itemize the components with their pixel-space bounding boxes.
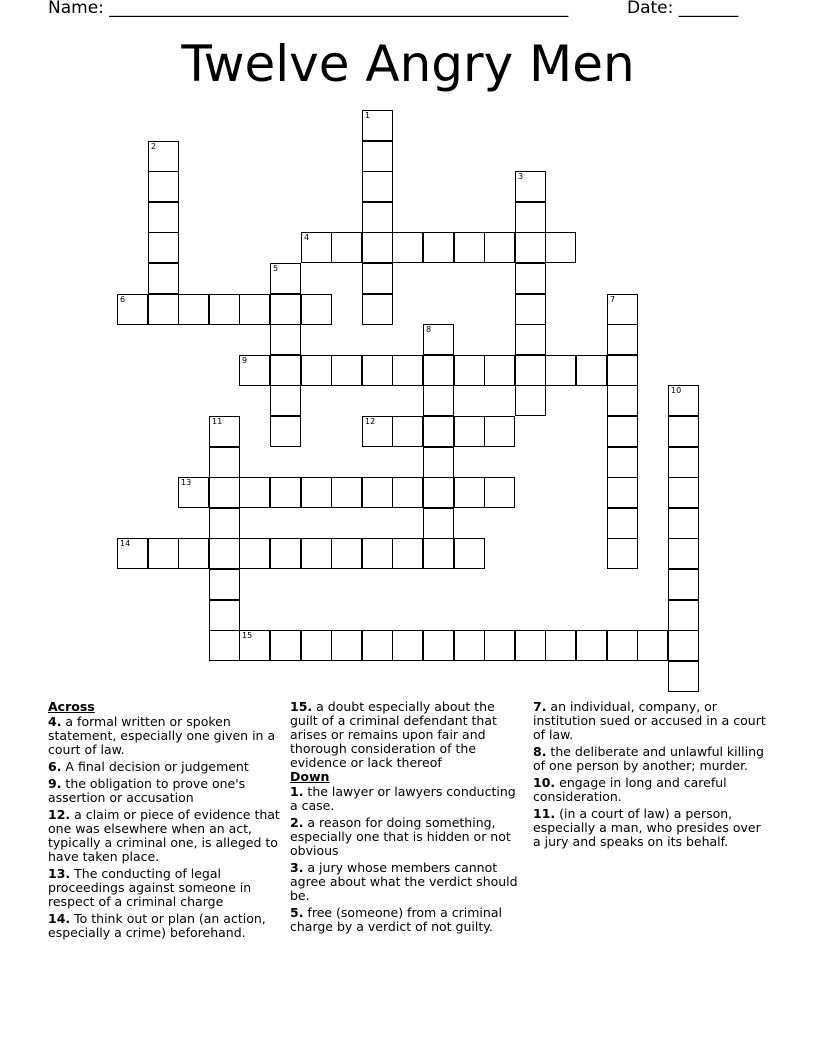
crossword-cell[interactable] <box>270 477 301 508</box>
crossword-cell[interactable] <box>209 447 240 478</box>
clue-number: 11 <box>212 417 223 426</box>
crossword-cell[interactable] <box>668 416 699 447</box>
crossword-cell[interactable] <box>270 355 301 386</box>
crossword-cell[interactable] <box>545 355 576 386</box>
crossword-cell[interactable] <box>148 202 179 233</box>
crossword-cell[interactable] <box>454 477 485 508</box>
crossword-cell[interactable] <box>392 477 423 508</box>
crossword-cell[interactable] <box>209 630 240 661</box>
crossword-cell[interactable] <box>607 416 638 447</box>
crossword-cell[interactable] <box>515 385 546 416</box>
clue-down-7: 7. an individual, company, or institution sued or accused in a court of law. <box>533 699 766 742</box>
crossword-cell[interactable] <box>301 538 332 569</box>
crossword-cell[interactable] <box>270 416 301 447</box>
crossword-cell[interactable] <box>423 447 454 478</box>
crossword-cell[interactable] <box>148 141 179 172</box>
date-label: Date: <box>627 0 679 18</box>
crossword-cell[interactable] <box>484 477 515 508</box>
crossword-cell[interactable] <box>668 569 699 600</box>
crossword-cell[interactable] <box>423 630 454 661</box>
crossword-cell[interactable] <box>362 202 393 233</box>
clues-column-1 <box>48 700 284 943</box>
crossword-cell[interactable] <box>423 385 454 416</box>
clue-number: 12 <box>365 417 376 426</box>
clue-number: 3 <box>518 172 524 181</box>
crossword-cell[interactable] <box>209 416 240 447</box>
crossword-cell[interactable] <box>301 477 332 508</box>
crossword-cell[interactable] <box>148 294 179 325</box>
clue-down-8: 8. the deliberate and unlawful killing of one person by another; murder. <box>533 744 764 773</box>
clue-across-14: 14. To think out or plan (an action, especially a crime) beforehand. <box>48 911 266 940</box>
crossword-cell[interactable] <box>515 355 546 386</box>
crossword-cell[interactable] <box>668 661 699 692</box>
crossword-cell[interactable] <box>484 630 515 661</box>
clue-across-12: 12. a claim or piece of evidence that one was elsewhere when an act, typically a criminal one, is alleged to have taken place. <box>48 807 280 864</box>
crossword-cell[interactable] <box>668 600 699 631</box>
clue-number: 7 <box>610 295 616 304</box>
crossword-cell[interactable] <box>423 416 454 447</box>
crossword-cell[interactable] <box>331 630 362 661</box>
crossword-cell[interactable] <box>331 232 362 263</box>
clue-number: 6 <box>120 295 126 304</box>
crossword-cell[interactable] <box>178 294 209 325</box>
clue-down-11: 11. (in a court of law) a person, especially a man, who presides over a jury and speaks on its behalf. <box>533 806 761 849</box>
crossword-cell[interactable] <box>331 477 362 508</box>
clue-down-1: 1. the lawyer or lawyers conducting a case. <box>290 784 516 813</box>
clue-down-2: 2. a reason for doing something, especially one that is hidden or not obvious <box>290 815 511 858</box>
crossword-cell[interactable] <box>515 294 546 325</box>
crossword-cell[interactable] <box>331 538 362 569</box>
crossword-cell[interactable] <box>607 630 638 661</box>
clue-number: 2 <box>151 142 157 151</box>
crossword-cell[interactable] <box>515 202 546 233</box>
crossword-cell[interactable] <box>545 630 576 661</box>
crossword-cell[interactable] <box>301 294 332 325</box>
crossword-cell[interactable] <box>270 385 301 416</box>
crossword-cell[interactable] <box>362 355 393 386</box>
crossword-cell[interactable] <box>270 324 301 355</box>
clue-across-9: 9. the obligation to prove one's assertion or accusation <box>48 776 246 805</box>
crossword-cell[interactable] <box>576 630 607 661</box>
clue-number: 5 <box>273 264 279 273</box>
clues-column-2 <box>290 700 526 937</box>
crossword-cell[interactable] <box>423 477 454 508</box>
crossword-cell[interactable] <box>148 171 179 202</box>
crossword-cell[interactable] <box>392 232 423 263</box>
crossword-cell[interactable] <box>178 477 209 508</box>
crossword-cell[interactable] <box>515 171 546 202</box>
crossword-cell[interactable] <box>362 416 393 447</box>
crossword-cell[interactable] <box>607 477 638 508</box>
crossword-cell[interactable] <box>362 538 393 569</box>
crossword-cell[interactable] <box>515 263 546 294</box>
crossword-cell[interactable] <box>362 232 393 263</box>
crossword-cell[interactable] <box>239 538 270 569</box>
clue-number: 14 <box>120 539 131 548</box>
clue-across-13: 13. The conducting of legal proceedings against someone in respect of a criminal charge <box>48 866 252 909</box>
crossword-cell[interactable] <box>423 324 454 355</box>
crossword-cell[interactable] <box>301 355 332 386</box>
crossword-cell[interactable] <box>454 232 485 263</box>
crossword-cell[interactable] <box>484 416 515 447</box>
crossword-cell[interactable] <box>239 355 270 386</box>
crossword-cell[interactable] <box>239 630 270 661</box>
clue-down-10: 10. engage in long and careful consideration. <box>533 775 727 804</box>
crossword-cell[interactable] <box>392 355 423 386</box>
clue-number: 13 <box>181 478 192 487</box>
crossword-cell[interactable] <box>607 324 638 355</box>
crossword-cell[interactable] <box>668 447 699 478</box>
crossword-cell[interactable] <box>362 477 393 508</box>
crossword-cell[interactable] <box>331 355 362 386</box>
crossword-cell[interactable] <box>423 355 454 386</box>
crossword-cell[interactable] <box>515 232 546 263</box>
name-label: Name: <box>48 0 110 18</box>
crossword-cell[interactable] <box>607 385 638 416</box>
crossword-cell[interactable] <box>362 630 393 661</box>
crossword-cell[interactable] <box>668 508 699 539</box>
crossword-cell[interactable] <box>209 508 240 539</box>
crossword-cell[interactable] <box>454 538 485 569</box>
name-blank[interactable]: ______________________________________________________ <box>109 0 569 18</box>
crossword-cell[interactable] <box>148 232 179 263</box>
crossword-cell[interactable] <box>362 110 393 141</box>
crossword-cell[interactable] <box>668 630 699 661</box>
crossword-cell[interactable] <box>209 569 240 600</box>
clue-down-5: 5. free (someone) from a criminal charge by a verdict of not guilty. <box>290 905 502 934</box>
clues-column-3 <box>533 700 769 852</box>
crossword-cell[interactable] <box>607 538 638 569</box>
clue-across-15: 15. a doubt especially about the guilt of a criminal defendant that arises or remains upon fair and thorough consideration of the evidence or lack thereof <box>290 699 497 770</box>
crossword-cell[interactable] <box>301 630 332 661</box>
crossword-cell[interactable] <box>454 355 485 386</box>
crossword-cell[interactable] <box>423 508 454 539</box>
crossword-cell[interactable] <box>637 630 668 661</box>
clue-number: 15 <box>242 631 253 640</box>
clue-across-6: 6. A final decision or judgement <box>48 759 249 774</box>
crossword-cell[interactable] <box>545 232 576 263</box>
crossword-cell[interactable] <box>301 232 332 263</box>
crossword-cell[interactable] <box>362 294 393 325</box>
crossword-cell[interactable] <box>454 416 485 447</box>
clue-number: 10 <box>671 386 682 395</box>
crossword-cell[interactable] <box>117 294 148 325</box>
clue-number: 4 <box>304 233 310 242</box>
crossword-cell[interactable] <box>607 294 638 325</box>
crossword-cell[interactable] <box>362 263 393 294</box>
crossword-cell[interactable] <box>607 355 638 386</box>
crossword-cell[interactable] <box>270 294 301 325</box>
crossword-cell[interactable] <box>270 263 301 294</box>
crossword-cell[interactable] <box>209 294 240 325</box>
clue-down-3: 3. a jury whose members cannot agree about what the verdict should be. <box>290 860 518 903</box>
crossword-cell[interactable] <box>362 141 393 172</box>
crossword-cell[interactable] <box>484 232 515 263</box>
date-blank[interactable]: _______ <box>678 0 739 18</box>
across-heading: Across <box>48 699 95 714</box>
crossword-cell[interactable] <box>607 447 638 478</box>
crossword-cell[interactable] <box>362 171 393 202</box>
crossword-cell[interactable] <box>270 630 301 661</box>
clue-number: 9 <box>242 356 248 365</box>
clue-number: 1 <box>365 111 371 120</box>
crossword-cell[interactable] <box>117 538 148 569</box>
crossword-cell[interactable] <box>239 477 270 508</box>
crossword-cell[interactable] <box>209 477 240 508</box>
crossword-cell[interactable] <box>607 508 638 539</box>
clue-across-4: 4. a formal written or spoken statement, especially one given in a court of law. <box>48 714 276 757</box>
crossword-cell[interactable] <box>239 294 270 325</box>
crossword-cell[interactable] <box>515 324 546 355</box>
crossword-cell[interactable] <box>515 630 546 661</box>
crossword-cell[interactable] <box>270 538 301 569</box>
crossword-cell[interactable] <box>392 630 423 661</box>
down-heading: Down <box>290 769 330 784</box>
crossword-cell[interactable] <box>423 232 454 263</box>
crossword-cell[interactable] <box>148 263 179 294</box>
crossword-cell[interactable] <box>148 538 179 569</box>
crossword-cell[interactable] <box>454 630 485 661</box>
crossword-cell[interactable] <box>392 538 423 569</box>
clue-number: 8 <box>426 325 432 334</box>
crossword-cell[interactable] <box>392 416 423 447</box>
crossword-cell[interactable] <box>209 600 240 631</box>
crossword-cell[interactable] <box>668 538 699 569</box>
crossword-cell[interactable] <box>668 477 699 508</box>
crossword-cell[interactable] <box>423 538 454 569</box>
crossword-cell[interactable] <box>484 355 515 386</box>
page-title: Twelve Angry Men <box>181 35 635 93</box>
crossword-cell[interactable] <box>178 538 209 569</box>
crossword-cell[interactable] <box>668 385 699 416</box>
crossword-cell[interactable] <box>576 355 607 386</box>
crossword-cell[interactable] <box>209 538 240 569</box>
